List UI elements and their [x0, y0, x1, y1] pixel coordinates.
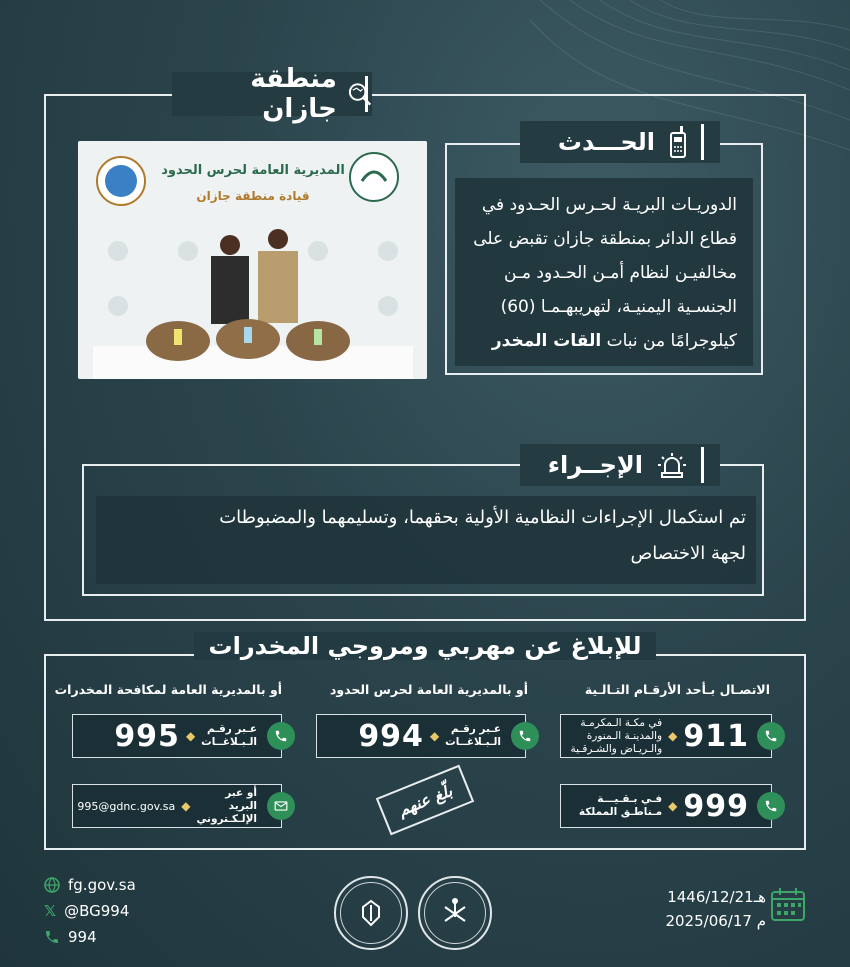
event-text-box: [455, 178, 753, 366]
event-line-5-prefix: كيلوجرامًا من نبات: [606, 331, 737, 351]
x-logo-icon: 𝕏: [44, 902, 57, 920]
event-line-5: [471, 324, 737, 358]
email-icon: [267, 792, 295, 820]
event-title: [520, 121, 720, 163]
email-address[interactable]: 995@gdnc.gov.sa: [77, 799, 176, 813]
phone-icon: [267, 722, 295, 750]
hotline-995-number: 995: [114, 718, 180, 754]
hotline-911-desc-3: والـريـاض والشـرقـية: [570, 742, 663, 755]
footer-twitter[interactable]: [44, 902, 129, 920]
action-title: [520, 444, 720, 486]
double-arrow-icon: ◆: [668, 729, 678, 743]
gregorian-date: 2025/06/17 م: [665, 912, 766, 930]
calendar-icon: [770, 886, 806, 922]
map-search-icon: [347, 81, 372, 107]
email-label-2: الإلـكـتروني: [196, 812, 257, 825]
event-title-text: الحـــدث: [557, 128, 655, 156]
action-line-1: تم استكمال الإجراءات النظامية الأولية بحقهما، وتسليمهما والمضبوطات: [219, 507, 746, 528]
email-label: [196, 787, 257, 826]
action-text-box: [96, 496, 756, 584]
double-arrow-icon: ◆: [181, 799, 191, 813]
event-line-4: الجنسـية اليمنيـة، لتهريبهـمـا (60): [500, 297, 737, 317]
seizure-photo: [78, 141, 427, 379]
region-label: [172, 64, 372, 124]
hotline-994[interactable]: [316, 714, 526, 758]
email-contact[interactable]: [72, 784, 282, 828]
border-guard-seal: [334, 876, 408, 950]
footer-phone-text: 994: [68, 928, 97, 946]
hotline-994-desc-1: عـبر رقـم: [451, 723, 501, 735]
hotline-911-desc: [571, 717, 663, 756]
hotline-994-desc-2: الـبـلاغــات: [445, 736, 501, 748]
footer-website[interactable]: [44, 876, 136, 894]
hotline-911-desc-2: والمدينـة الـمنورة: [586, 729, 663, 742]
phone-icon: [757, 792, 785, 820]
region-name: منطقة جازان: [250, 64, 337, 124]
hotline-995-desc-1: عـبر رقـم: [207, 723, 257, 735]
hotline-999[interactable]: [560, 784, 772, 828]
report-title: [0, 632, 850, 660]
hotline-911-number: 911: [683, 718, 749, 754]
email-label-1: أو عبر البريد: [225, 786, 257, 812]
report-stamp-text: بلّغ عنهم: [395, 780, 455, 820]
footer-phone[interactable]: [44, 928, 97, 946]
hotline-994-number: 994: [358, 718, 424, 754]
double-arrow-icon: ◆: [429, 729, 440, 743]
event-line-3: مخالفيـن لنظام أمـن الحـدود مـن: [503, 263, 737, 283]
action-line-2: لجهة الاختصاص: [630, 543, 746, 564]
footer-website-text: fg.gov.sa: [68, 876, 136, 894]
photo-banner-subtitle: قيادة منطقة جازان: [196, 189, 310, 203]
hotline-911-desc-1: في مكـة الـمكرمـة: [580, 716, 663, 729]
walkie-talkie-icon: [669, 126, 687, 158]
hotline-999-number: 999: [683, 788, 749, 824]
col-mid-heading: أو بالمديرية العامة لحرس الحدود: [329, 682, 528, 697]
hotline-995-desc-2: الـبـلاغــات: [201, 736, 257, 748]
phone-icon: [757, 722, 785, 750]
photo-banner-title: المديرية العامة لحرس الحدود: [161, 163, 345, 178]
event-line-2: قطاع الدائر بمنطقة جازان تقبض على: [473, 229, 737, 249]
saudi-emblem-seal: [418, 876, 492, 950]
siren-icon: [657, 451, 687, 479]
event-line-5-bold: القات المخدر: [491, 331, 602, 351]
action-title-text: الإجــراء: [547, 451, 643, 479]
report-title-text: للإبلاغ عن مهربي ومروجي المخدرات: [194, 632, 655, 660]
double-arrow-icon: ◆: [668, 799, 678, 813]
footer-twitter-text: @BG994: [64, 902, 130, 920]
hotline-994-desc: [445, 723, 501, 749]
hotline-995-desc: [201, 723, 257, 749]
hotline-995[interactable]: [72, 714, 282, 758]
hotline-999-desc-2: مـناطـق المملكة: [578, 806, 663, 818]
phone-icon: [511, 722, 539, 750]
double-arrow-icon: ◆: [185, 729, 196, 743]
hijri-date: 1446/12/21هـ: [667, 888, 766, 906]
hotline-911[interactable]: [560, 714, 772, 758]
col-left-heading: أو بالمديرية العامة لمكافحة المخدرات: [54, 682, 282, 697]
col-right-heading: الاتصـال بـأحد الأرقـام التـالـية: [584, 682, 770, 697]
phone-icon: [44, 929, 60, 945]
hotline-999-desc-1: فـي بـقـيـــة: [597, 793, 663, 805]
globe-icon: [44, 877, 60, 893]
hotline-999-desc: [579, 793, 662, 819]
event-line-1: الدوريـات البريـة لحـرس الحـدود في: [481, 195, 737, 215]
